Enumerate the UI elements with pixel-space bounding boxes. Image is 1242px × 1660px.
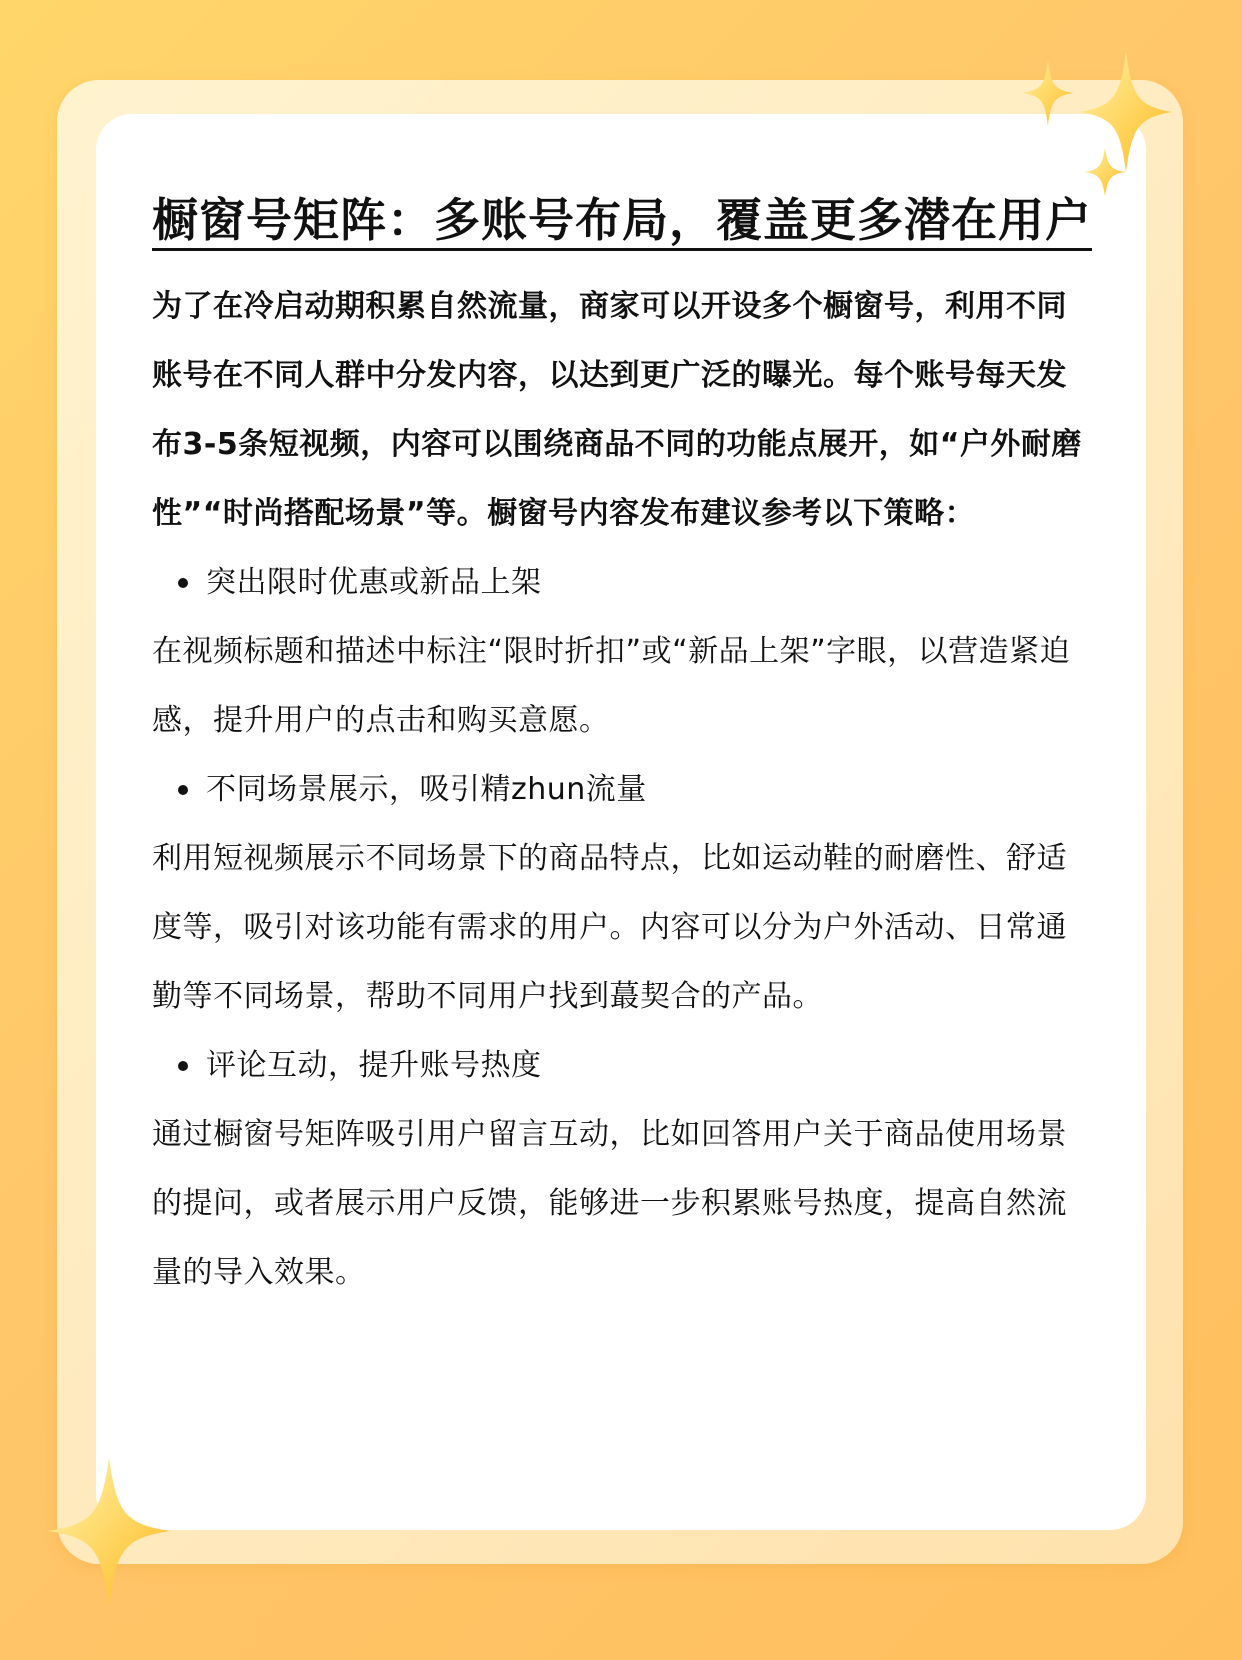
section-body: 通过橱窗号矩阵吸引用户留言互动，比如回答用户关于商品使用场景的提问，或者展示用户反馈，能够进一步积累账号热度，提高自然流量的导入效果。 — [152, 1117, 1067, 1290]
bullet-dot — [178, 1061, 188, 1071]
sparkle-icon — [48, 1458, 170, 1604]
article-title: 橱窗号矩阵：多账号布局，覆盖更多潜在用户 — [152, 193, 1092, 247]
bullet-dot — [178, 785, 188, 795]
section-body: 在视频标题和描述中标注“限时折扣”或“新品上架”字眼，以营造紧迫感，提升用户的点击和购买意愿。 — [152, 634, 1071, 738]
section-heading-text: 不同场景展示，吸引精zhun流量 — [206, 772, 647, 807]
section-heading — [152, 1031, 1092, 1100]
sparkle-icon — [1022, 60, 1074, 126]
section-heading-text: 评论互动，提升账号热度 — [206, 1048, 542, 1083]
section-heading-text: 突出限时优惠或新品上架 — [206, 565, 542, 600]
section-heading — [152, 548, 1092, 617]
section-heading — [152, 755, 1092, 824]
article — [152, 168, 1092, 1307]
section-body: 利用短视频展示不同场景下的商品特点，比如运动鞋的耐磨性、舒适度等，吸引对该功能有需求的用户。内容可以分为户外活动、日常通勤等不同场景，帮助不同用户找到蕞契合的产品。 — [152, 841, 1067, 1014]
bullet-dot — [178, 578, 188, 588]
intro-paragraph: 为了在冷启动期积累自然流量，商家可以开设多个橱窗号，利用不同账号在不同人群中分发内容，以达到更广泛的曝光。每个账号每天发布3-5条短视频，内容可以围绕商品不同的功能点展开，如“户外耐磨性”“时尚搭配场景”等。橱窗号内容发布建议参考以下策略： — [152, 289, 1082, 531]
